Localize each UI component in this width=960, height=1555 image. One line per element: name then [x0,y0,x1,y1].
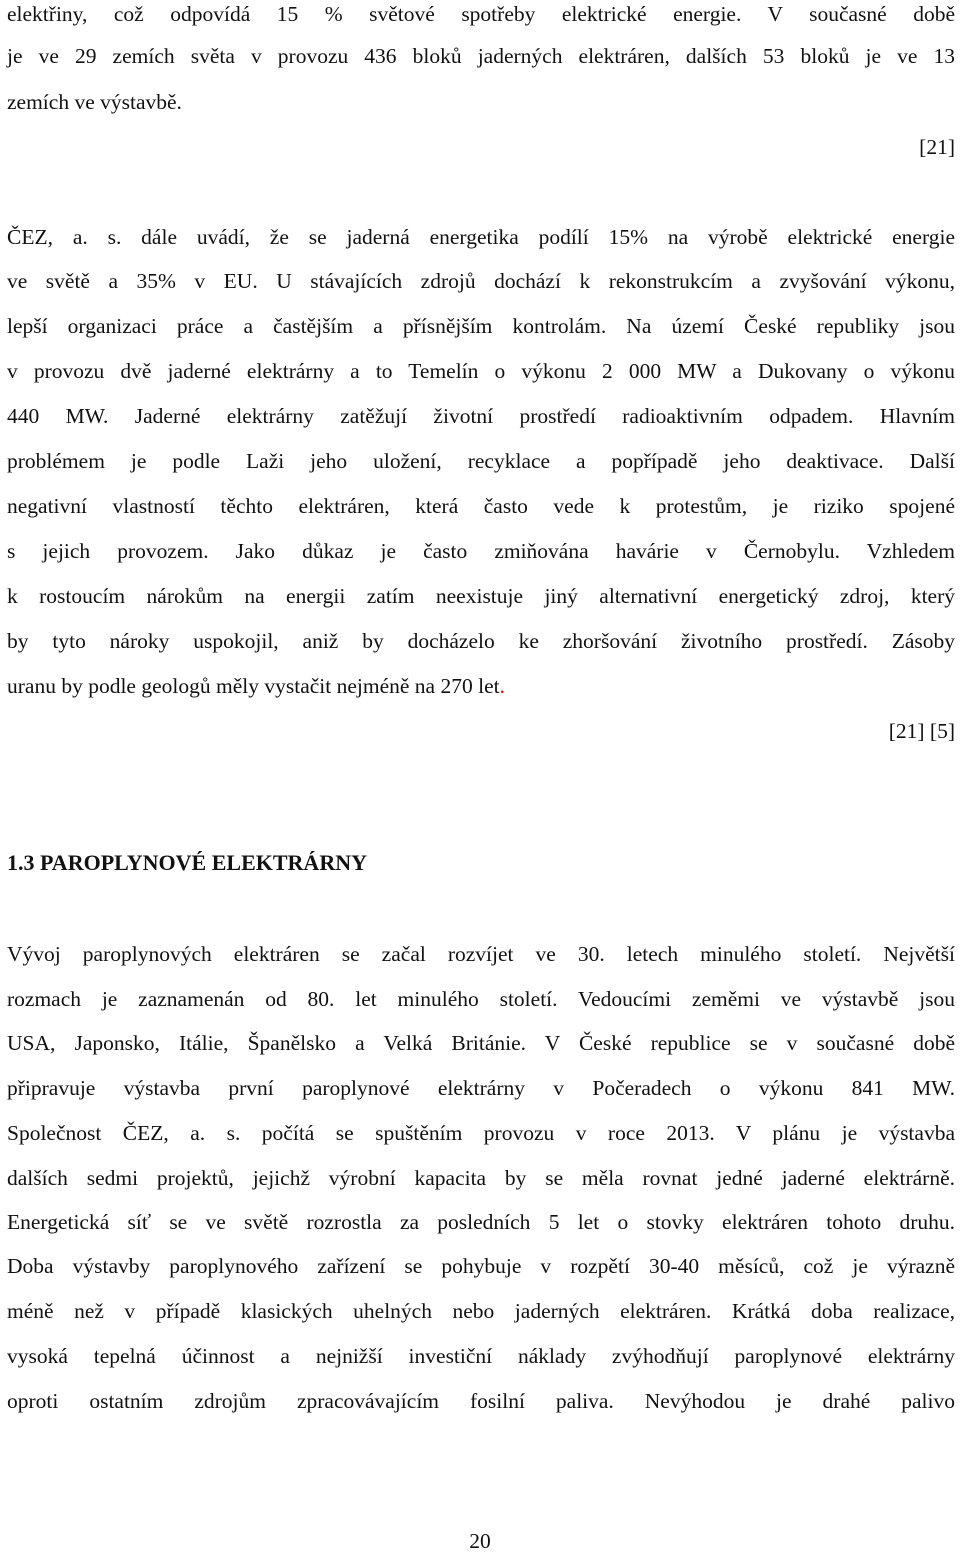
citation-21-5: [21] [5] [888,719,955,743]
page-number: 20 [469,1529,491,1553]
paragraph3-line-6: dalších sedmi projektů, jejichž výrobní kapacita by se měla rovnat jedné jaderné elektrárně. [7,1166,955,1190]
paragraph3-line-8: Doba výstavby paroplynového zařízení se pohybuje v rozpětí 30-40 měsíců, což je výrazně [7,1254,955,1278]
paragraph2-line-6: problémem je podle Laži jeho uložení, recyklace a popřípadě jeho deaktivace. Další [7,449,955,473]
paragraph2-line-5: 440 MW. Jaderné elektrárny zatěžují životní prostředí radioaktivním odpadem. Hlavním [7,404,955,428]
paragraph2-line-8: s jejich provozem. Jako důkaz je často zmiňována havárie v Černobylu. Vzhledem [7,539,955,563]
paragraph3-line-4: připravuje výstavba první paroplynové elektrárny v Počeradech o výkonu 841 MW. [7,1076,955,1100]
paragraph2-line-2: ve světě a 35% v EU. U stávajících zdrojů dochází k rekonstrukcím a zvyšování výkonu, [7,269,955,293]
citation-21: [21] [919,135,955,159]
paragraph1-line-2: je ve 29 zemích světa v provozu 436 bloků jaderných elektráren, dalších 53 bloků je ve 13 [7,44,955,68]
paragraph1-line-3: zemích ve výstavbě. [7,90,182,114]
paragraph2-line-1: ČEZ, a. s. dále uvádí, že se jaderná energetika podílí 15% na výrobě elektrické energie [7,225,955,249]
paragraph2-line-7: negativní vlastností těchto elektráren, která často vede k protestům, je riziko spojené [7,494,955,518]
paragraph2-line-4: v provozu dvě jaderné elektrárny a to Temelín o výkonu 2 000 MW a Dukovany o výkonu [7,359,955,383]
paragraph3-line-2: rozmach je zaznamenán od 80. let minulého století. Vedoucími zeměmi ve výstavbě jsou [7,987,955,1011]
paragraph3-line-1: Vývoj paroplynových elektráren se začal rozvíjet ve 30. letech minulého století. Největší [7,942,955,966]
paragraph3-line-11: oproti ostatním zdrojům zpracovávajícím fosilní paliva. Nevýhodou je drahé palivo [7,1389,955,1413]
paragraph3-line-3: USA, Japonsko, Itálie, Španělsko a Velká Británie. V České republice se v současné době [7,1031,955,1055]
paragraph1-line-1: elektřiny, což odpovídá 15 % světové spotřeby elektrické energie. V současné době [7,2,955,26]
paragraph2-line-3: lepší organizaci práce a častějším a přísnějším kontrolám. Na území České republiky jsou [7,314,955,338]
section-heading: 1.3 PAROPLYNOVÉ ELEKTRÁRNY [7,850,367,875]
paragraph3-line-9: méně než v případě klasických uhelných nebo jaderných elektráren. Krátká doba realizace, [7,1299,955,1323]
paragraph2-line-11 [7,672,955,700]
paragraph3-line-5: Společnost ČEZ, a. s. počítá se spuštěním provozu v roce 2013. V plánu je výstavba [7,1121,955,1145]
paragraph3-line-10: vysoká tepelná účinnost a nejnižší investiční náklady zvýhodňují paroplynové elektrárny [7,1344,955,1368]
paragraph3-line-7: Energetická síť se ve světě rozrostla za posledních 5 let o stovky elektráren tohoto druhu. [7,1210,955,1234]
paragraph2-last-line-text: uranu by podle geologů měly vystačit nejméně na 270 let [7,674,500,698]
paragraph2-line-10: by tyto nároky uspokojil, aniž by docházelo ke zhoršování životního prostředí. Zásoby [7,629,955,653]
paragraph2-line-9: k rostoucím nárokům na energii zatím neexistuje jiný alternativní energetický zdroj, který [7,584,955,608]
paragraph2-final-punctuation: . [499,674,505,698]
